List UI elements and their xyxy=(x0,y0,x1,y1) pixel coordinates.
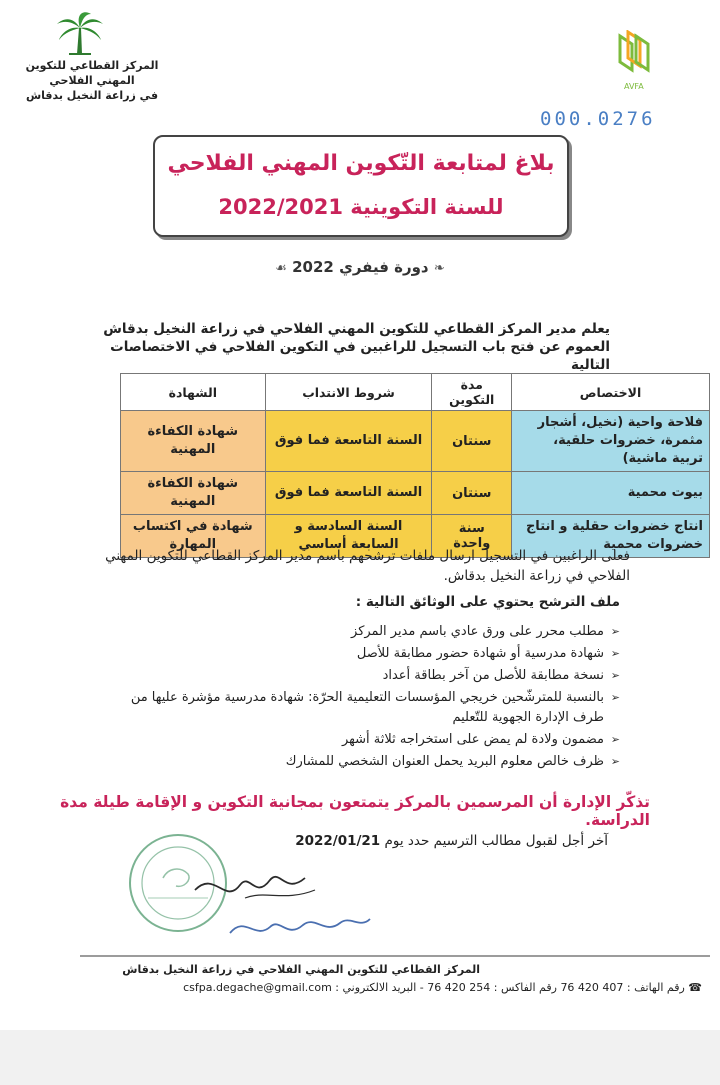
footer-divider xyxy=(80,955,710,957)
list-item xyxy=(100,644,620,664)
cell-specialty: انتاج خضروات حقلية و انتاج خضروات محمية xyxy=(512,515,710,558)
list-item xyxy=(100,666,620,686)
email-label: - البريد الالكتروني : xyxy=(335,981,424,994)
cell-specialty: فلاحة واحية (نخيل، أشجار مثمرة، خضروات حلقية، تربية ماشية) xyxy=(512,411,710,472)
arrow-bullet-icon: ➢ xyxy=(610,755,620,768)
arrow-bullet-icon: ➢ xyxy=(610,625,620,638)
documents-list xyxy=(100,622,620,774)
session-text: دورة فيفري 2022 xyxy=(292,258,429,276)
title-box xyxy=(153,135,569,237)
administration-notice: تذكّر الإدارة أن المرسمين بالمركز يتمتعون بمجانية التكوين و الإقامة طيلة مدة الدراسة. xyxy=(60,793,650,829)
phone-label: رقم الهاتف : xyxy=(626,981,685,994)
fax-number: 76 420 254 xyxy=(427,981,491,994)
list-item xyxy=(100,688,620,728)
cell-duration: سنتان xyxy=(432,472,512,515)
palm-tree-logo-icon xyxy=(55,10,105,56)
cell-duration: سنة واحدة xyxy=(432,515,512,558)
signature-icon xyxy=(225,905,375,945)
title-line1: بلاغ لمتابعة التّكوين المهني الفلاحي xyxy=(167,151,555,176)
deadline-line xyxy=(295,833,608,849)
center-name-line1: المركز القطاعي للتكوين المهني الفلاحي xyxy=(25,59,159,87)
arrow-bullet-icon: ➢ xyxy=(610,733,620,746)
documents-title: ملف الترشح يحتوي على الوثائق التالية : xyxy=(355,594,620,610)
header-certificate: الشهادة xyxy=(121,374,266,411)
signature-icon xyxy=(185,860,325,910)
header-duration: مدة التكوين xyxy=(432,374,512,411)
table-row xyxy=(121,411,710,472)
arrow-bullet-icon: ➢ xyxy=(610,669,620,682)
header-condition: شروط الانتداب xyxy=(265,374,432,411)
list-item-text: نسخة مطابقة للأصل من آخر بطاقة أعداد xyxy=(382,668,604,683)
footer-contact xyxy=(12,981,702,994)
fax-label: رقم الفاكس : xyxy=(493,981,557,994)
cell-condition: السنة السادسة و السابعة أساسي xyxy=(265,515,432,558)
avfa-logo-icon xyxy=(614,30,660,82)
email-address: csfpa.degache@gmail.com xyxy=(183,981,332,994)
cell-certificate: شهادة الكفاءة المهنية xyxy=(121,411,266,472)
list-item-text: ظرف خالص معلوم البريد يحمل العنوان الشخصي للمشارك xyxy=(285,754,604,769)
cell-duration: سنتان xyxy=(432,411,512,472)
list-item-text: شهادة مدرسية أو شهادة حضور مطابقة للأصل xyxy=(356,646,604,661)
table-row xyxy=(121,472,710,515)
session-line xyxy=(0,258,720,276)
cell-certificate: شهادة الكفاءة المهنية xyxy=(121,472,266,515)
deadline-text: آخر أجل لقبول مطالب الترسيم حدد يوم xyxy=(384,833,608,849)
phone-number: 76 420 407 xyxy=(560,981,624,994)
deadline-date: 2022/01/21 xyxy=(295,833,381,849)
list-item xyxy=(100,730,620,750)
intro-text xyxy=(90,320,610,374)
list-item xyxy=(100,622,620,642)
cell-condition: السنة التاسعة فما فوق xyxy=(265,411,432,472)
list-item-text: بالنسبة للمترشّحين خريجي المؤسسات التعليمية الحرّة: شهادة مدرسية مؤشرة عليها من طرف الإدارة الجهوية للتّعليم xyxy=(130,690,604,725)
avfa-logo-text: AVFA xyxy=(624,82,644,91)
center-name-line2: في زراعة النخيل بدقاش xyxy=(25,89,159,102)
cell-certificate: شهادة في اكتساب المهارة xyxy=(121,515,266,558)
intro-line2: العموم عن فتح باب التسجيل للراغبين في التكوين الفلاحي في الاختصاصات التالية xyxy=(110,339,610,373)
center-name-header xyxy=(12,58,172,103)
cell-specialty: بيوت محمية xyxy=(512,472,710,515)
specialties-table xyxy=(120,373,710,558)
arrow-bullet-icon: ➢ xyxy=(610,691,620,704)
ornament-icon: ☙ xyxy=(275,261,287,276)
phone-icon: ☎ xyxy=(688,981,702,994)
footer-center-name: المركز القطاعي للتكوين المهني الفلاحي في زراعة النخيل بدقاش xyxy=(122,963,480,976)
list-item-text: مضمون ولادة لم يمض على استخراجه ثلاثة أشهر xyxy=(341,732,604,747)
cell-condition: السنة التاسعة فما فوق xyxy=(265,472,432,515)
arrow-bullet-icon: ➢ xyxy=(610,647,620,660)
header-specialty: الاختصاص xyxy=(512,374,710,411)
intro-line1: يعلم مدير المركز القطاعي للتكوين المهني الفلاحي في زراعة النخيل بدقاش xyxy=(103,321,610,337)
title-line2: للسنة التكوينية 2022/2021 xyxy=(218,195,504,219)
registration-paragraph: فعلى الراغبين في التسجيل ارسال ملفات ترشحهم باسم مدير المركز القطاعي للتكوين المهني الفلاحي في زراعة النخيل بدقاش. xyxy=(105,548,630,584)
list-item-text: مطلب محرر على ورق عادي باسم مدير المركز xyxy=(351,624,604,639)
ornament-icon: ❧ xyxy=(433,261,445,276)
document-number: 000.0276 xyxy=(540,108,656,130)
list-item xyxy=(100,752,620,772)
table-header-row xyxy=(121,374,710,411)
